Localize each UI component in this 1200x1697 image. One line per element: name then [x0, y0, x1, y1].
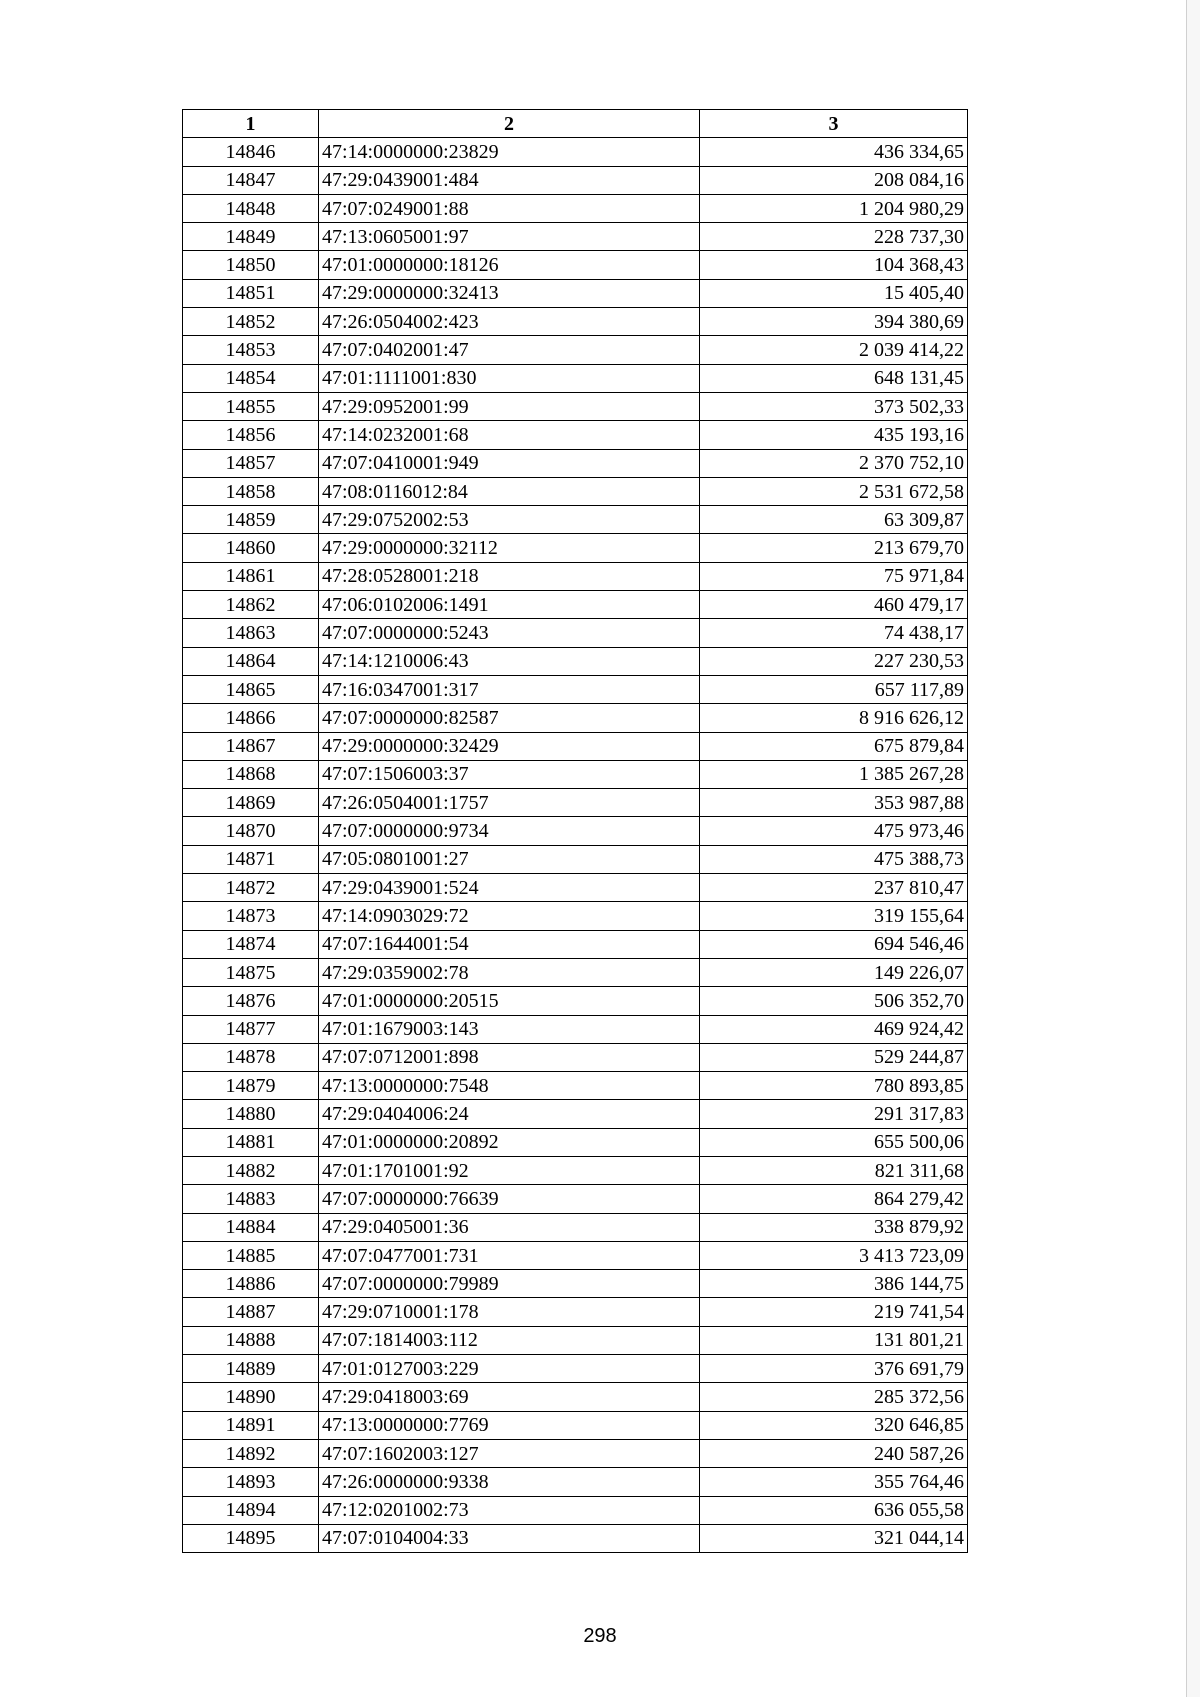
row-number-cell: 14891: [183, 1411, 319, 1439]
row-number-cell: 14885: [183, 1241, 319, 1269]
value-cell: 469 924,42: [700, 1015, 968, 1043]
row-number-cell: 14889: [183, 1355, 319, 1383]
cadastral-number-cell: 47:07:0104004:33: [319, 1524, 700, 1552]
cadastral-number-cell: 47:14:0232001:68: [319, 421, 700, 449]
row-number-cell: 14890: [183, 1383, 319, 1411]
value-cell: 694 546,46: [700, 930, 968, 958]
table-row: [183, 591, 968, 619]
row-number-cell: 14879: [183, 1072, 319, 1100]
cadastral-number-cell: 47:12:0201002:73: [319, 1496, 700, 1524]
cadastral-number-cell: 47:13:0000000:7548: [319, 1072, 700, 1100]
cadastral-number-cell: 47:01:1679003:143: [319, 1015, 700, 1043]
table-row: [183, 1524, 968, 1552]
value-cell: 63 309,87: [700, 506, 968, 534]
cadastral-number-cell: 47:13:0000000:7769: [319, 1411, 700, 1439]
table-row: [183, 1468, 968, 1496]
table-row: [183, 1355, 968, 1383]
cadastral-number-cell: 47:29:0710001:178: [319, 1298, 700, 1326]
value-cell: 321 044,14: [700, 1524, 968, 1552]
value-cell: 213 679,70: [700, 534, 968, 562]
table-row: [183, 1100, 968, 1128]
value-cell: 3 413 723,09: [700, 1241, 968, 1269]
cadastral-number-cell: 47:28:0528001:218: [319, 562, 700, 590]
value-cell: 376 691,79: [700, 1355, 968, 1383]
value-cell: 435 193,16: [700, 421, 968, 449]
row-number-cell: 14884: [183, 1213, 319, 1241]
cadastral-number-cell: 47:01:0000000:20515: [319, 987, 700, 1015]
table-row: [183, 279, 968, 307]
header-row: [183, 110, 968, 138]
value-cell: 74 438,17: [700, 619, 968, 647]
value-cell: 15 405,40: [700, 279, 968, 307]
row-number-cell: 14859: [183, 506, 319, 534]
row-number-cell: 14851: [183, 279, 319, 307]
cadastral-number-cell: 47:29:0000000:32112: [319, 534, 700, 562]
table-row: [183, 760, 968, 788]
row-number-cell: 14846: [183, 138, 319, 166]
table-row: [183, 789, 968, 817]
cadastral-number-cell: 47:29:0418003:69: [319, 1383, 700, 1411]
value-cell: 320 646,85: [700, 1411, 968, 1439]
cadastral-number-cell: 47:07:0000000:5243: [319, 619, 700, 647]
value-cell: 353 987,88: [700, 789, 968, 817]
cadastral-number-cell: 47:29:0405001:36: [319, 1213, 700, 1241]
table-row: [183, 845, 968, 873]
row-number-cell: 14850: [183, 251, 319, 279]
cadastral-value-table: [182, 109, 968, 1553]
row-number-cell: 14886: [183, 1270, 319, 1298]
value-cell: 636 055,58: [700, 1496, 968, 1524]
row-number-cell: 14888: [183, 1326, 319, 1354]
row-number-cell: 14870: [183, 817, 319, 845]
value-cell: 338 879,92: [700, 1213, 968, 1241]
value-cell: 237 810,47: [700, 874, 968, 902]
row-number-cell: 14864: [183, 647, 319, 675]
table-row: [183, 1496, 968, 1524]
value-cell: 780 893,85: [700, 1072, 968, 1100]
table-row: [183, 166, 968, 194]
row-number-cell: 14867: [183, 732, 319, 760]
value-cell: 655 500,06: [700, 1128, 968, 1156]
table-row: [183, 477, 968, 505]
row-number-cell: 14874: [183, 930, 319, 958]
value-cell: 506 352,70: [700, 987, 968, 1015]
row-number-cell: 14847: [183, 166, 319, 194]
value-cell: 864 279,42: [700, 1185, 968, 1213]
table-row: [183, 1270, 968, 1298]
cadastral-number-cell: 47:07:0000000:76639: [319, 1185, 700, 1213]
value-cell: 131 801,21: [700, 1326, 968, 1354]
cadastral-number-cell: 47:26:0504001:1757: [319, 789, 700, 817]
table-row: [183, 251, 968, 279]
row-number-cell: 14881: [183, 1128, 319, 1156]
column-header-2: 2: [319, 110, 700, 138]
row-number-cell: 14854: [183, 364, 319, 392]
value-cell: 657 117,89: [700, 675, 968, 703]
value-cell: 648 131,45: [700, 364, 968, 392]
cadastral-number-cell: 47:07:0410001:949: [319, 449, 700, 477]
value-cell: 821 311,68: [700, 1156, 968, 1184]
cadastral-number-cell: 47:07:1644001:54: [319, 930, 700, 958]
row-number-cell: 14852: [183, 308, 319, 336]
row-number-cell: 14861: [183, 562, 319, 590]
table-row: [183, 987, 968, 1015]
table-row: [183, 421, 968, 449]
value-cell: 475 973,46: [700, 817, 968, 845]
value-cell: 394 380,69: [700, 308, 968, 336]
table-row: [183, 1326, 968, 1354]
value-cell: 373 502,33: [700, 392, 968, 420]
cadastral-number-cell: 47:01:1111001:830: [319, 364, 700, 392]
table-row: [183, 1241, 968, 1269]
row-number-cell: 14894: [183, 1496, 319, 1524]
table-row: [183, 1043, 968, 1071]
row-number-cell: 14883: [183, 1185, 319, 1213]
row-number-cell: 14863: [183, 619, 319, 647]
value-cell: 285 372,56: [700, 1383, 968, 1411]
cadastral-number-cell: 47:07:0000000:9734: [319, 817, 700, 845]
row-number-cell: 14882: [183, 1156, 319, 1184]
row-number-cell: 14848: [183, 194, 319, 222]
row-number-cell: 14865: [183, 675, 319, 703]
cadastral-number-cell: 47:07:0477001:731: [319, 1241, 700, 1269]
cadastral-number-cell: 47:14:0903029:72: [319, 902, 700, 930]
cadastral-number-cell: 47:01:0000000:20892: [319, 1128, 700, 1156]
value-cell: 291 317,83: [700, 1100, 968, 1128]
table-row: [183, 647, 968, 675]
cadastral-number-cell: 47:01:0000000:18126: [319, 251, 700, 279]
cadastral-number-cell: 47:07:0402001:47: [319, 336, 700, 364]
cadastral-number-cell: 47:16:0347001:317: [319, 675, 700, 703]
value-cell: 104 368,43: [700, 251, 968, 279]
cadastral-number-cell: 47:29:0000000:32413: [319, 279, 700, 307]
cadastral-number-cell: 47:07:0000000:82587: [319, 704, 700, 732]
value-cell: 436 334,65: [700, 138, 968, 166]
table-body: [183, 138, 968, 1553]
table-row: [183, 930, 968, 958]
cadastral-number-cell: 47:07:0000000:79989: [319, 1270, 700, 1298]
row-number-cell: 14858: [183, 477, 319, 505]
row-number-cell: 14880: [183, 1100, 319, 1128]
table-row: [183, 874, 968, 902]
value-cell: 240 587,26: [700, 1439, 968, 1467]
row-number-cell: 14856: [183, 421, 319, 449]
value-cell: 386 144,75: [700, 1270, 968, 1298]
value-cell: 149 226,07: [700, 958, 968, 986]
value-cell: 2 039 414,22: [700, 336, 968, 364]
value-cell: 2 531 672,58: [700, 477, 968, 505]
table-row: [183, 1185, 968, 1213]
row-number-cell: 14862: [183, 591, 319, 619]
row-number-cell: 14866: [183, 704, 319, 732]
value-cell: 675 879,84: [700, 732, 968, 760]
cadastral-number-cell: 47:05:0801001:27: [319, 845, 700, 873]
cadastral-number-cell: 47:29:0752002:53: [319, 506, 700, 534]
cadastral-number-cell: 47:14:0000000:23829: [319, 138, 700, 166]
row-number-cell: 14860: [183, 534, 319, 562]
table-row: [183, 392, 968, 420]
table-row: [183, 364, 968, 392]
table-row: [183, 1298, 968, 1326]
cadastral-number-cell: 47:07:1506003:37: [319, 760, 700, 788]
cadastral-number-cell: 47:29:0000000:32429: [319, 732, 700, 760]
table-row: [183, 1156, 968, 1184]
table-row: [183, 1411, 968, 1439]
value-cell: 219 741,54: [700, 1298, 968, 1326]
cadastral-number-cell: 47:01:0127003:229: [319, 1355, 700, 1383]
value-cell: 475 388,73: [700, 845, 968, 873]
value-cell: 208 084,16: [700, 166, 968, 194]
value-cell: 8 916 626,12: [700, 704, 968, 732]
row-number-cell: 14849: [183, 223, 319, 251]
table-row: [183, 1072, 968, 1100]
table-row: [183, 902, 968, 930]
table-row: [183, 534, 968, 562]
page-number: 298: [583, 1625, 617, 1647]
table-row: [183, 562, 968, 590]
table-header: [183, 110, 968, 138]
cadastral-number-cell: 47:29:0404006:24: [319, 1100, 700, 1128]
table-row: [183, 1128, 968, 1156]
table-row: [183, 449, 968, 477]
value-cell: 2 370 752,10: [700, 449, 968, 477]
table-row: [183, 223, 968, 251]
row-number-cell: 14892: [183, 1439, 319, 1467]
table-row: [183, 308, 968, 336]
cadastral-number-cell: 47:13:0605001:97: [319, 223, 700, 251]
row-number-cell: 14857: [183, 449, 319, 477]
value-cell: 1 204 980,29: [700, 194, 968, 222]
row-number-cell: 14868: [183, 760, 319, 788]
cadastral-number-cell: 47:29:0439001:524: [319, 874, 700, 902]
table-row: [183, 194, 968, 222]
page-edge: [1186, 0, 1200, 1697]
row-number-cell: 14893: [183, 1468, 319, 1496]
table-row: [183, 675, 968, 703]
value-cell: 319 155,64: [700, 902, 968, 930]
row-number-cell: 14887: [183, 1298, 319, 1326]
table-row: [183, 138, 968, 166]
row-number-cell: 14877: [183, 1015, 319, 1043]
row-number-cell: 14878: [183, 1043, 319, 1071]
row-number-cell: 14876: [183, 987, 319, 1015]
cadastral-number-cell: 47:07:0712001:898: [319, 1043, 700, 1071]
table-row: [183, 958, 968, 986]
cadastral-number-cell: 47:06:0102006:1491: [319, 591, 700, 619]
cadastral-number-cell: 47:07:1602003:127: [319, 1439, 700, 1467]
table-row: [183, 1439, 968, 1467]
value-cell: 529 244,87: [700, 1043, 968, 1071]
row-number-cell: 14871: [183, 845, 319, 873]
cadastral-number-cell: 47:07:1814003:112: [319, 1326, 700, 1354]
cadastral-number-cell: 47:07:0249001:88: [319, 194, 700, 222]
cadastral-number-cell: 47:26:0000000:9338: [319, 1468, 700, 1496]
table-row: [183, 817, 968, 845]
table-row: [183, 1383, 968, 1411]
table-row: [183, 1213, 968, 1241]
value-cell: 228 737,30: [700, 223, 968, 251]
table-row: [183, 732, 968, 760]
cadastral-number-cell: 47:29:0359002:78: [319, 958, 700, 986]
row-number-cell: 14869: [183, 789, 319, 817]
table-row: [183, 619, 968, 647]
table-row: [183, 1015, 968, 1043]
table-row: [183, 704, 968, 732]
column-header-1: 1: [183, 110, 319, 138]
row-number-cell: 14895: [183, 1524, 319, 1552]
cadastral-number-cell: 47:26:0504002:423: [319, 308, 700, 336]
value-cell: 227 230,53: [700, 647, 968, 675]
table-row: [183, 506, 968, 534]
value-cell: 355 764,46: [700, 1468, 968, 1496]
row-number-cell: 14855: [183, 392, 319, 420]
value-cell: 460 479,17: [700, 591, 968, 619]
row-number-cell: 14853: [183, 336, 319, 364]
table-row: [183, 336, 968, 364]
row-number-cell: 14873: [183, 902, 319, 930]
cadastral-number-cell: 47:08:0116012:84: [319, 477, 700, 505]
cadastral-number-cell: 47:01:1701001:92: [319, 1156, 700, 1184]
row-number-cell: 14872: [183, 874, 319, 902]
cadastral-number-cell: 47:14:1210006:43: [319, 647, 700, 675]
cadastral-number-cell: 47:29:0952001:99: [319, 392, 700, 420]
value-cell: 75 971,84: [700, 562, 968, 590]
cadastral-number-cell: 47:29:0439001:484: [319, 166, 700, 194]
value-cell: 1 385 267,28: [700, 760, 968, 788]
column-header-3: 3: [700, 110, 968, 138]
row-number-cell: 14875: [183, 958, 319, 986]
